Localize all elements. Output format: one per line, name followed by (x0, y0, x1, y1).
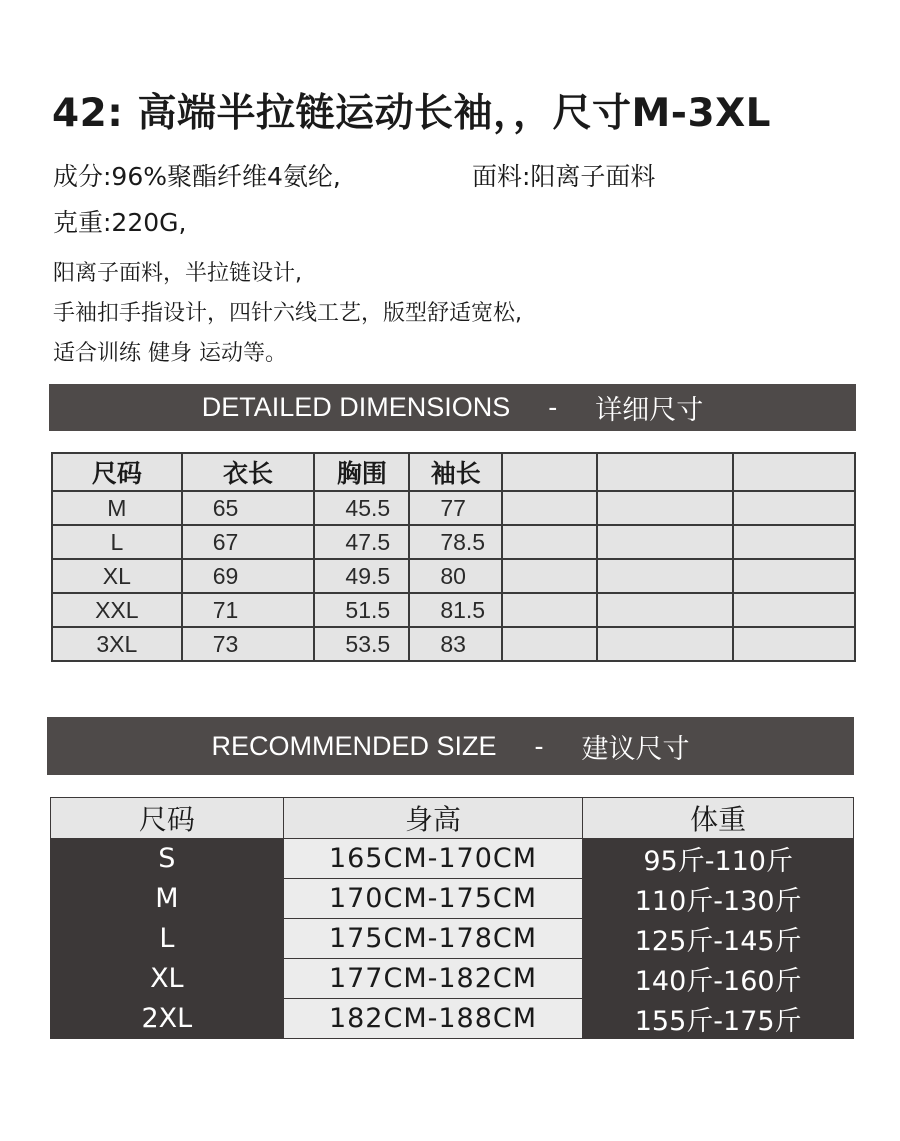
table-row (52, 559, 855, 593)
banner-separator: - (548, 392, 558, 422)
size-cell: L (52, 525, 182, 559)
empty-cell (733, 525, 855, 559)
height-cell: 165CM-170CM (283, 839, 583, 879)
empty-cell (733, 593, 855, 627)
table-row (52, 525, 855, 559)
size-cell: L (51, 919, 284, 959)
weight-cell: 125斤-145斤 (583, 919, 854, 959)
chest-cell: 47.5 (314, 525, 409, 559)
table-row (52, 627, 855, 661)
description-line: 适合训练 健身 运动等。 (53, 341, 287, 366)
description-line: 手袖扣手指设计，四针六线工艺，版型舒适宽松, (53, 301, 522, 326)
table-header-row (51, 798, 854, 839)
empty-cell (502, 525, 597, 559)
weight-text: 克重:220G, (53, 208, 187, 237)
height-cell: 175CM-178CM (283, 919, 583, 959)
size-cell: XXL (52, 593, 182, 627)
sleeve-cell: 77 (409, 491, 502, 525)
fabric-text: 面料:阳离子面料 (472, 162, 656, 191)
empty-cell (733, 627, 855, 661)
length-cell: 71 (182, 593, 315, 627)
empty-cell (733, 559, 855, 593)
empty-cell (597, 491, 734, 525)
page-title: 42: 高端半拉链运动长袖，，尺寸M-3XL (52, 91, 771, 136)
height-cell: 177CM-182CM (283, 959, 583, 999)
size-cell: XL (52, 559, 182, 593)
banner-title-cn: 建议尺寸 (581, 733, 690, 764)
size-cell: S (51, 839, 284, 879)
recommended-size-banner (47, 717, 854, 775)
table-row (51, 879, 854, 919)
header-cell (502, 453, 597, 491)
table-row (51, 959, 854, 999)
size-cell: M (52, 491, 182, 525)
table-row (51, 919, 854, 959)
banner-title-en: DETAILED DIMENSIONS (201, 392, 511, 422)
empty-cell (502, 593, 597, 627)
header-cell: 身高 (283, 798, 583, 839)
detailed-dimensions-table (51, 452, 856, 662)
chest-cell: 51.5 (314, 593, 409, 627)
height-cell: 170CM-175CM (283, 879, 583, 919)
header-cell: 尺码 (51, 798, 284, 839)
length-cell: 69 (182, 559, 315, 593)
banner-title-en: RECOMMENDED SIZE (211, 730, 497, 761)
header-cell (597, 453, 734, 491)
header-cell: 袖长 (409, 453, 502, 491)
chest-cell: 49.5 (314, 559, 409, 593)
size-cell: XL (51, 959, 284, 999)
sleeve-cell: 80 (409, 559, 502, 593)
header-cell: 胸围 (314, 453, 409, 491)
table-row (52, 593, 855, 627)
table-header-row (52, 453, 855, 491)
sleeve-cell: 78.5 (409, 525, 502, 559)
length-cell: 67 (182, 525, 315, 559)
empty-cell (597, 593, 734, 627)
table-row (51, 839, 854, 879)
length-cell: 65 (182, 491, 315, 525)
header-cell: 衣长 (182, 453, 315, 491)
empty-cell (597, 559, 734, 593)
weight-cell: 155斤-175斤 (583, 999, 854, 1039)
description-line: 阳离子面料，半拉链设计, (53, 261, 302, 286)
length-cell: 73 (182, 627, 315, 661)
weight-cell: 140斤-160斤 (583, 959, 854, 999)
size-cell: M (51, 879, 284, 919)
empty-cell (502, 559, 597, 593)
weight-cell: 95斤-110斤 (583, 839, 854, 879)
weight-cell: 110斤-130斤 (583, 879, 854, 919)
recommended-size-table (50, 797, 854, 1039)
composition-text: 成分:96%聚酯纤维4氨纶, (53, 162, 341, 191)
header-cell: 尺码 (52, 453, 182, 491)
empty-cell (597, 627, 734, 661)
chest-cell: 53.5 (314, 627, 409, 661)
banner-separator: - (534, 730, 544, 761)
table-row (52, 491, 855, 525)
sleeve-cell: 83 (409, 627, 502, 661)
empty-cell (502, 627, 597, 661)
detailed-dimensions-banner (49, 384, 856, 431)
banner-title-cn: 详细尺寸 (595, 395, 704, 425)
empty-cell (597, 525, 734, 559)
size-cell: 2XL (51, 999, 284, 1039)
chest-cell: 45.5 (314, 491, 409, 525)
height-cell: 182CM-188CM (283, 999, 583, 1039)
table-row (51, 999, 854, 1039)
size-cell: 3XL (52, 627, 182, 661)
empty-cell (502, 491, 597, 525)
header-cell: 体重 (583, 798, 854, 839)
empty-cell (733, 491, 855, 525)
sleeve-cell: 81.5 (409, 593, 502, 627)
header-cell (733, 453, 855, 491)
